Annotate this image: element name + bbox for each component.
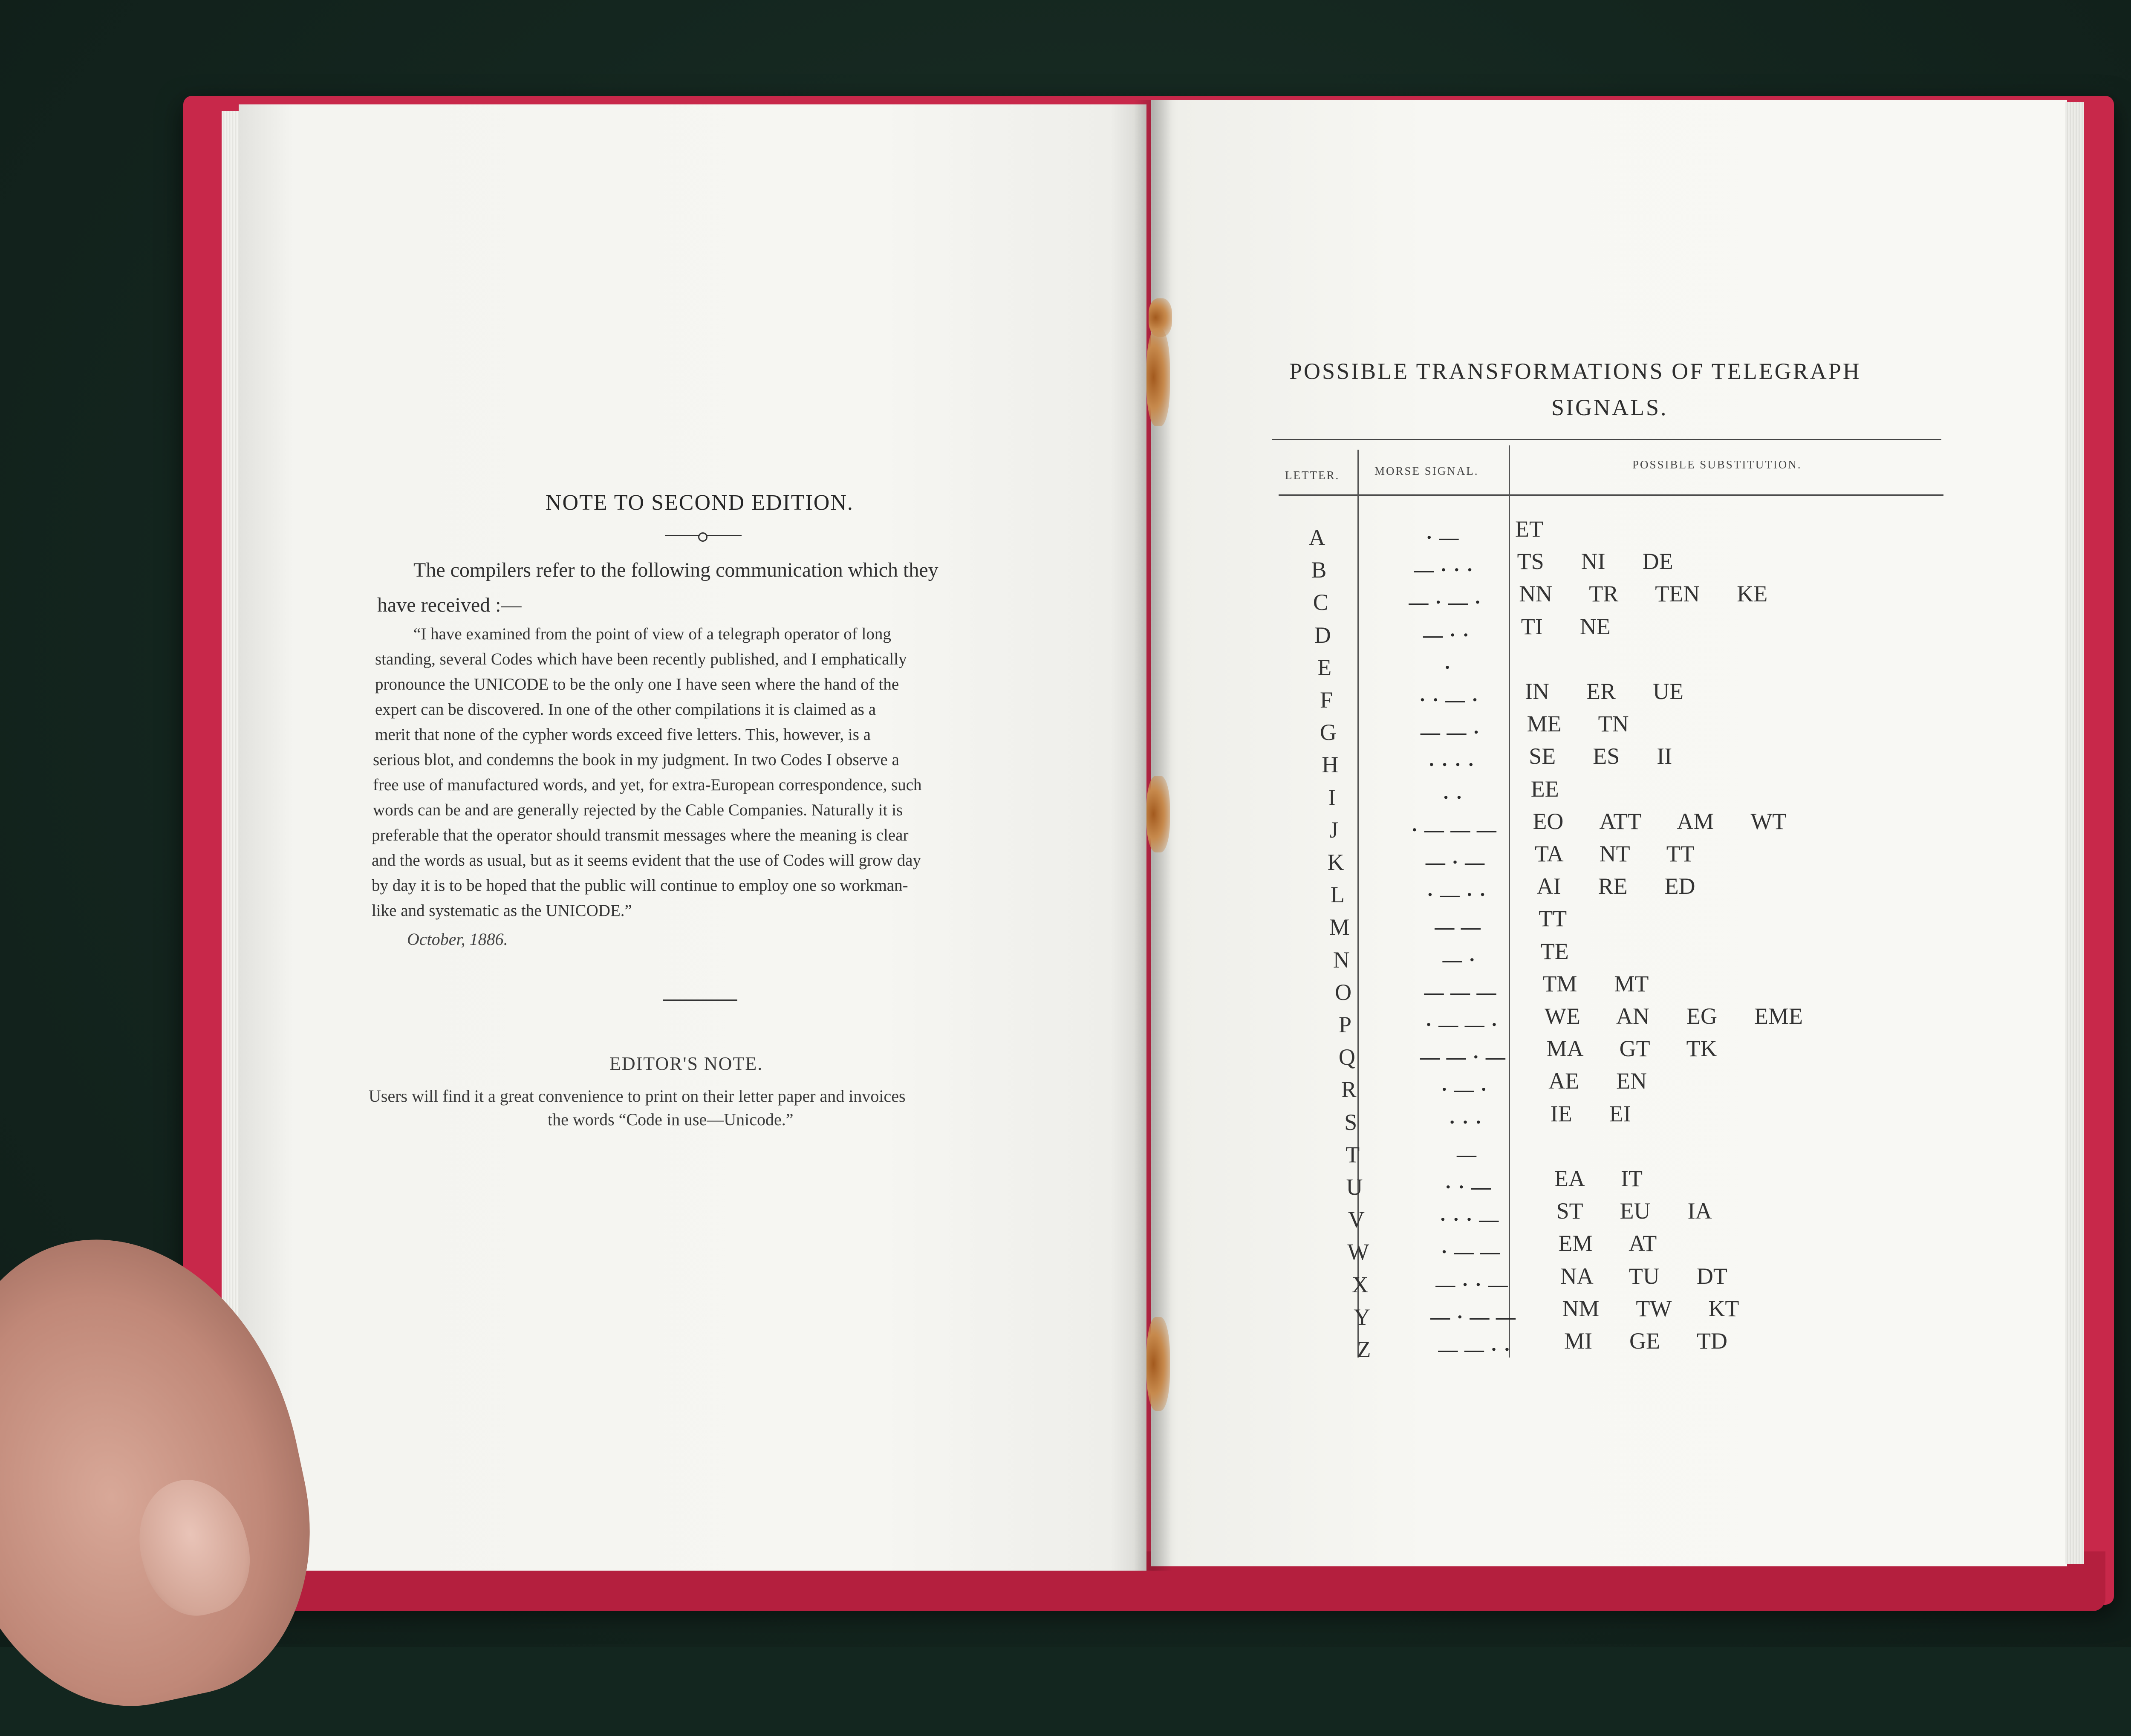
row-substitution: EA IT <box>1554 1166 1643 1191</box>
quote-line: standing, several Codes which have been recently published, and I emphatically <box>375 650 907 668</box>
row-morse-signal: · — — <box>1441 1241 1501 1263</box>
row-morse-signal: · — · · <box>1426 884 1487 906</box>
quote-line: free use of manufactured words, and yet, for extra-European correspondence, such <box>373 776 922 794</box>
row-letter: A <box>1308 525 1325 550</box>
row-letter: M <box>1329 914 1350 940</box>
editor-note-title: EDITOR'S NOTE. <box>609 1053 763 1074</box>
row-substitution: NA TU DT <box>1560 1263 1727 1289</box>
row-substitution: ET <box>1515 516 1543 542</box>
row-substitution: WE AN EG EME <box>1545 1003 1803 1029</box>
row-morse-signal: · — <box>1426 526 1460 548</box>
table-top-rule <box>1272 439 1941 440</box>
row-substitution: MI GE TD <box>1564 1328 1727 1354</box>
row-letter: Y <box>1354 1304 1371 1330</box>
table-header-rule <box>1279 494 1943 496</box>
row-morse-signal: — · <box>1442 948 1476 971</box>
editor-note-line: the words “Code in use—Unicode.” <box>548 1110 794 1129</box>
row-letter: O <box>1335 979 1352 1005</box>
intro-line: The compilers refer to the following communication which they <box>413 559 938 581</box>
foxing-stain <box>1146 328 1170 426</box>
section-rule <box>663 999 737 1001</box>
row-morse-signal: — · · — <box>1435 1273 1509 1295</box>
ornament-divider <box>665 535 742 540</box>
row-substitution: NN TR TEN KE <box>1519 581 1768 607</box>
row-letter: W <box>1347 1239 1369 1265</box>
row-morse-signal: · — — — <box>1411 818 1497 841</box>
table-title: POSSIBLE TRANSFORMATIONS OF TELEGRAPH <box>1289 358 1861 384</box>
row-substitution: TA NT TT <box>1535 841 1695 867</box>
row-substitution: ST EU IA <box>1556 1198 1712 1224</box>
date-line: October, 1886. <box>407 930 508 949</box>
row-letter: C <box>1313 589 1328 615</box>
intro-line: have received :— <box>377 594 522 616</box>
foxing-stain <box>1146 776 1170 852</box>
row-letter: Z <box>1357 1337 1371 1362</box>
row-substitution: IN ER UE <box>1525 679 1683 704</box>
row-morse-signal: · · · <box>1449 1111 1483 1133</box>
row-morse-signal: — — — <box>1424 981 1497 1003</box>
row-morse-signal: — <box>1457 1143 1477 1165</box>
row-morse-signal: — — · · <box>1438 1338 1511 1360</box>
row-letter: P <box>1338 1012 1352 1037</box>
quote-line: “I have examined from the point of view of a telegraph operator of long <box>413 625 891 643</box>
row-letter: J <box>1329 817 1339 843</box>
row-letter: V <box>1348 1207 1365 1233</box>
row-morse-signal: — · · · <box>1414 559 1474 581</box>
row-morse-signal: — — <box>1435 916 1481 938</box>
quote-line: pronounce the UNICODE to be the only one I have seen where the hand of the <box>375 675 899 693</box>
row-letter: N <box>1333 947 1350 973</box>
row-letter: F <box>1320 687 1333 713</box>
row-substitution: AI RE ED <box>1536 873 1695 899</box>
row-letter: R <box>1341 1077 1357 1103</box>
row-substitution: TI NE <box>1521 613 1611 639</box>
row-morse-signal: — · — · <box>1409 591 1482 613</box>
row-letter: B <box>1311 557 1327 583</box>
row-letter: X <box>1351 1271 1369 1297</box>
row-morse-signal: · · · — <box>1439 1208 1500 1231</box>
note-title: NOTE TO SECOND EDITION. <box>546 491 854 515</box>
header-morse-signal: MORSE SIGNAL. <box>1374 465 1479 477</box>
row-letter: H <box>1322 752 1339 778</box>
quote-line: merit that none of the cypher words exceed five letters. This, however, is a <box>375 725 871 744</box>
quote-line: by day it is to be hoped that the public will continue to employ one so workman- <box>372 876 908 895</box>
row-letter: K <box>1327 849 1344 875</box>
row-substitution: EE <box>1530 776 1559 802</box>
quote-line: words can be and are generally rejected by the Cable Companies. Naturally it is <box>373 801 903 819</box>
row-morse-signal: · · · · <box>1428 754 1475 776</box>
quote-line: and the words as usual, but as it seems evident that the use of Codes will grow day <box>372 851 921 869</box>
right-page-edges <box>2065 102 2084 1564</box>
row-substitution: TT <box>1539 906 1567 932</box>
row-morse-signal: — · — — <box>1430 1306 1516 1328</box>
row-morse-signal: · · — <box>1445 1176 1492 1198</box>
row-letter: G <box>1320 719 1337 745</box>
row-letter: S <box>1344 1109 1357 1135</box>
quote-line: expert can be discovered. In one of the other compilations it is claimed as a <box>375 700 876 719</box>
row-substitution: AE EN <box>1548 1068 1647 1094</box>
row-morse-signal: · — — · <box>1425 1014 1499 1035</box>
row-morse-signal: · · — · <box>1419 689 1479 711</box>
row-substitution: EO ATT AM WT <box>1533 808 1787 834</box>
row-letter: I <box>1328 784 1336 810</box>
row-morse-signal: · <box>1444 656 1452 678</box>
row-substitution: NM TW KT <box>1562 1295 1739 1321</box>
row-substitution: TS NI DE <box>1517 549 1673 575</box>
table-title-line2: SIGNALS. <box>1551 395 1668 420</box>
row-morse-signal: — · — <box>1425 851 1486 873</box>
row-morse-signal: · · <box>1442 786 1464 808</box>
row-substitution: IE EI <box>1550 1101 1631 1127</box>
row-substitution: TE <box>1540 938 1569 964</box>
row-morse-signal: — · · <box>1423 624 1470 646</box>
row-letter: E <box>1317 654 1332 680</box>
row-substitution: ME TN <box>1527 711 1629 737</box>
quote-line: like and systematic as the UNICODE.” <box>372 901 632 920</box>
row-substitution: SE ES II <box>1529 743 1672 769</box>
quote-line: preferable that the operator should transmit messages where the meaning is clear <box>372 826 909 844</box>
editor-note-line: Users will find it a great convenience to print on their letter paper and invoices <box>369 1086 906 1106</box>
row-letter: Q <box>1338 1044 1355 1070</box>
row-substitution: EM AT <box>1558 1231 1657 1257</box>
row-letter: U <box>1346 1174 1363 1200</box>
row-substitution: MA GT TK <box>1546 1036 1717 1062</box>
row-letter: T <box>1346 1141 1360 1167</box>
header-possible-substitution: POSSIBLE SUBSTITUTION. <box>1632 458 1802 471</box>
row-morse-signal: — — · <box>1420 721 1481 743</box>
row-letter: D <box>1314 622 1331 648</box>
foxing-stain <box>1146 1317 1170 1411</box>
row-morse-signal: · — · <box>1441 1078 1488 1101</box>
row-substitution: TM MT <box>1542 971 1649 997</box>
row-letter: L <box>1330 882 1345 908</box>
quote-line: serious blot, and condemns the book in my judgment. In two Codes I observe a <box>373 751 899 769</box>
row-morse-signal: — — · — <box>1420 1046 1506 1068</box>
header-letter: LETTER. <box>1285 469 1340 482</box>
